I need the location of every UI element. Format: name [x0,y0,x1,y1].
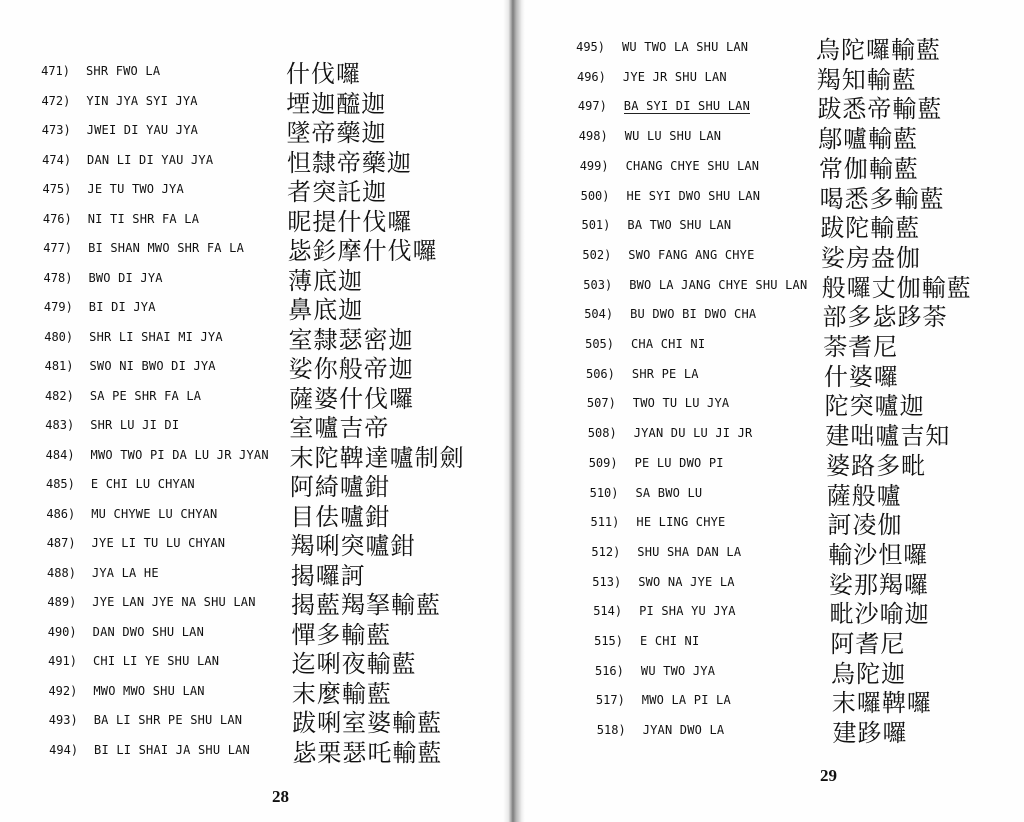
entry-chinese: 般囉丈伽輸藍 [821,273,972,302]
entry-chinese: 鄔嚧輸藍 [818,125,919,154]
entry-number: 496) [576,69,606,84]
entry-row [520,212,1024,243]
entry-number: 501) [581,218,611,233]
entry-romanization: SHR FWO LA [86,64,161,78]
entry-romanization: JYAN DU LU JI JR [633,426,753,441]
entry-chinese: 者突託迦 [287,178,388,206]
entry-chinese: 墜帝藥迦 [286,119,387,147]
page-number-left: 28 [272,787,289,806]
entry-row [520,450,1024,478]
entry-chinese: 烏陀迦 [831,659,907,688]
page-number-right: 29 [820,766,837,785]
entry-row [0,442,510,470]
entry-romanization: BU DWO BI DWO CHA [630,307,757,322]
entry-chinese: 薩婆什伐囉 [289,384,415,413]
entry-row [0,265,510,293]
entry-romanization: WU TWO JYA [640,663,716,678]
entry-chinese: 堙迦醯迦 [286,89,387,118]
entry-number: 513) [592,574,622,589]
entry-row [520,658,1024,686]
entry-row [520,123,1024,154]
entry-row [520,183,1024,211]
entry-number: 494) [49,742,79,757]
entry-number: 503) [583,277,613,292]
entry-chinese: 揭囉訶 [290,561,366,590]
entry-chinese: 末陀鞞達嚧制劍 [289,443,465,472]
entry-chinese: 薄底迦 [287,266,363,295]
entry-romanization: MWO TWO PI DA LU JR JYAN [90,447,269,462]
entry-chinese: 薩般嚧 [826,481,902,510]
entry-chinese: 娑房盎伽 [821,243,922,272]
entry-row [520,153,1024,181]
entry-chinese: 訶凌伽 [827,511,903,540]
entry-romanization: SHR PE LA [631,366,699,381]
entry-row [520,569,1024,597]
entry-romanization: E CHI NI [640,634,700,648]
entry-row [520,509,1024,540]
entry-romanization: JE TU TWO JYA [87,182,184,196]
entry-chinese: 建咄嚧吉知 [825,422,951,451]
entry-number: 480) [44,329,74,344]
entry-number: 498) [578,129,608,144]
entry-romanization: JYE LI TU LU CHYAN [91,536,226,550]
entry-romanization: BA LI SHR PE SHU LAN [93,713,243,727]
entry-number: 499) [579,158,609,173]
entry-row [520,272,1024,300]
entry-chinese: 喝悉多輸藍 [819,184,945,213]
entry-row [0,560,510,588]
entry-romanization: YIN JYA SYI JYA [86,93,198,108]
entry-chinese: 毗沙喻迦 [829,600,930,629]
entry-romanization: SA BWO LU [635,485,703,500]
entry-chinese: 建跢囉 [832,719,908,748]
entry-romanization: E CHI LU CHYAN [90,477,195,491]
entry-row [0,707,510,735]
entry-romanization: SHU SHA DAN LA [637,544,742,559]
entry-number: 477) [43,241,73,255]
entry-chinese: 目佉嚧鉗 [290,502,391,531]
entry-number: 495) [576,40,605,54]
entry-number: 500) [580,188,610,203]
entry-romanization: BA SYI DI SHU LAN [623,99,751,114]
entry-romanization: SWO NI BWO DI JYA [89,359,216,373]
entry-chinese: 跋唎室婆輸藍 [292,709,443,737]
entry-number: 490) [47,624,77,639]
entry-romanization: SWO FANG ANG CHYE [628,247,755,262]
entry-romanization: JYE LAN JYE NA SHU LAN [92,595,256,609]
entry-row [0,58,510,86]
entry-number: 507) [586,396,616,411]
entry-row [520,480,1024,508]
entry-row [520,301,1024,332]
left-page [0,0,510,822]
entry-chinese: 什婆囉 [823,362,899,391]
entry-romanization: BI LI SHAI JA SHU LAN [94,742,250,757]
entry-row [0,353,510,381]
entry-romanization: SA PE SHR FA LA [89,388,202,403]
entry-number: 474) [42,152,72,167]
entry-chinese: 娑那羯囉 [828,570,929,599]
entry-chinese: 阿綺嚧鉗 [289,473,390,501]
entry-number: 505) [585,337,614,351]
entry-romanization: MWO MWO SHU LAN [93,683,205,698]
entry-row [0,678,510,706]
entry-row [0,501,510,529]
entry-number: 508) [587,426,617,441]
entry-chinese: 阿耆尼 [830,630,906,658]
entry-number: 497) [577,99,607,114]
entry-number: 511) [590,515,620,530]
entry-romanization: PE LU DWO PI [634,455,724,470]
entry-row [0,88,510,116]
entry-number: 504) [584,307,614,322]
entry-romanization: BI DI JYA [88,300,156,314]
entry-row [520,34,1024,62]
entry-row [0,176,510,204]
entry-romanization: SWO NA JYE LA [638,574,735,589]
entry-chinese: 烏陀囉輸藍 [816,36,941,64]
entry-row [0,117,510,145]
entry-row [520,539,1024,567]
entry-chinese: 室嚧吉帝 [289,414,390,442]
entry-romanization: CHA CHI NI [631,337,706,351]
entry-romanization: SHR LI SHAI MI JYA [89,329,223,344]
entry-romanization: JWEI DI YAU JYA [86,123,199,137]
entry-number: 514) [593,604,623,619]
entry-romanization: JYA LA HE [91,565,159,580]
entry-number: 506) [585,366,615,381]
entry-row [520,93,1024,124]
entry-number: 473) [41,123,71,137]
entry-chinese: 娑你般帝迦 [288,355,414,383]
entry-chinese: 跋陀輸藍 [820,214,921,243]
entry-chinese: 荼耆尼 [823,333,899,361]
entry-number: 487) [46,536,76,550]
entry-chinese: 揭藍羯拏輸藍 [291,591,442,619]
entry-chinese: 昵提什伐囉 [287,207,413,236]
entry-romanization: JYE JR SHU LAN [622,69,727,84]
entry-row [0,412,510,440]
entry-number: 475) [42,182,72,196]
entry-romanization: MWO LA PI LA [641,693,731,708]
entry-chinese: 羯唎突嚧鉗 [290,532,416,560]
entry-number: 515) [594,634,623,648]
entry-row [0,383,510,411]
entry-row [0,737,510,765]
entry-chinese: 跋悉帝輸藍 [817,95,943,124]
entry-chinese: 迄唎夜輸藍 [291,650,417,678]
entry-number: 485) [45,477,75,491]
entry-number: 483) [45,418,75,432]
entry-row [520,717,1024,748]
entry-romanization: WU TWO LA SHU LAN [622,40,749,54]
entry-row [520,628,1024,656]
entry-row [520,420,1024,451]
entry-number: 518) [596,723,626,738]
entry-chinese: 毖栗瑟吒輸藍 [292,738,443,767]
entry-number: 492) [48,683,78,698]
entry-romanization: BWO DI JYA [88,270,163,285]
entry-row [520,598,1024,629]
entry-romanization: BA TWO SHU LAN [627,218,732,233]
entry-number: 476) [42,211,72,226]
entry-chinese: 常伽輸藍 [818,154,919,183]
entry-row [520,331,1024,359]
entry-chinese: 婆路多毗 [826,451,927,480]
entry-number: 489) [47,595,77,609]
entry-romanization: WU LU SHU LAN [624,129,722,144]
entry-number: 510) [589,485,619,500]
entry-row [0,648,510,676]
entry-number: 479) [43,300,73,314]
entry-number: 502) [582,247,612,262]
entry-number: 478) [43,270,73,285]
entry-row [520,242,1024,270]
entry-number: 491) [48,654,77,668]
entry-romanization: BI SHAN MWO SHR FA LA [88,241,245,255]
entry-number: 488) [47,565,76,580]
entry-row [0,619,510,647]
entry-chinese: 怛隸帝藥迦 [286,148,412,177]
entry-chinese: 鼻底迦 [288,296,364,324]
entry-number: 509) [588,455,618,470]
entry-row [0,235,510,263]
entry-row [0,589,510,617]
entry-chinese: 陀突嚧迦 [824,392,925,421]
entry-romanization: JYAN DWO LA [642,723,725,738]
entry-chinese: 末囉鞞囉 [831,689,932,718]
entry-romanization: NI TI SHR FA LA [87,211,200,226]
entry-row [0,147,510,175]
entry-chinese: 羯知輸藍 [816,65,917,94]
entry-chinese: 輸沙怛囉 [828,540,929,569]
entry-chinese: 毖釤摩什伐囉 [287,237,438,265]
entry-romanization: BWO LA JANG CHYE SHU LAN [629,277,808,292]
entry-romanization: HE SYI DWO SHU LAN [626,188,761,203]
entry-row [520,687,1024,718]
entry-number: 472) [41,93,71,108]
entry-chinese: 室隸瑟密迦 [288,325,414,354]
entry-row [520,361,1024,389]
entry-romanization: MU CHYWE LU CHYAN [91,506,218,521]
entry-romanization: HE LING CHYE [636,515,726,530]
entry-row [0,206,510,234]
entry-row [0,530,510,558]
entry-row [0,294,510,322]
entry-number: 471) [41,64,70,78]
entry-number: 486) [46,506,76,521]
entry-chinese: 憚多輸藍 [291,620,392,649]
entry-chinese: 部多毖跢荼 [822,303,948,332]
entry-number: 481) [44,359,74,373]
right-page [520,0,1024,822]
entry-chinese: 末麼輸藍 [291,679,392,708]
book-gutter [503,0,525,822]
entry-number: 482) [44,388,74,403]
entry-row [520,390,1024,421]
entry-chinese: 什伐囉 [286,60,361,88]
entry-row [520,64,1024,92]
entry-romanization: TWO TU LU JYA [632,396,730,411]
entry-romanization: CHI LI YE SHU LAN [93,654,220,668]
entry-number: 517) [595,693,625,708]
entry-romanization: DAN DWO SHU LAN [92,624,205,639]
entry-number: 516) [594,663,624,678]
entry-romanization: DAN LI DI YAU JYA [87,152,214,167]
entry-romanization: PI SHA YU JYA [639,604,736,619]
entry-number: 493) [48,713,78,727]
entry-row [0,324,510,352]
entry-romanization: CHANG CHYE SHU LAN [625,158,760,173]
entry-number: 484) [45,447,75,462]
entry-romanization: SHR LU JI DI [90,418,180,432]
entry-number: 512) [591,544,621,559]
entry-row [0,471,510,499]
